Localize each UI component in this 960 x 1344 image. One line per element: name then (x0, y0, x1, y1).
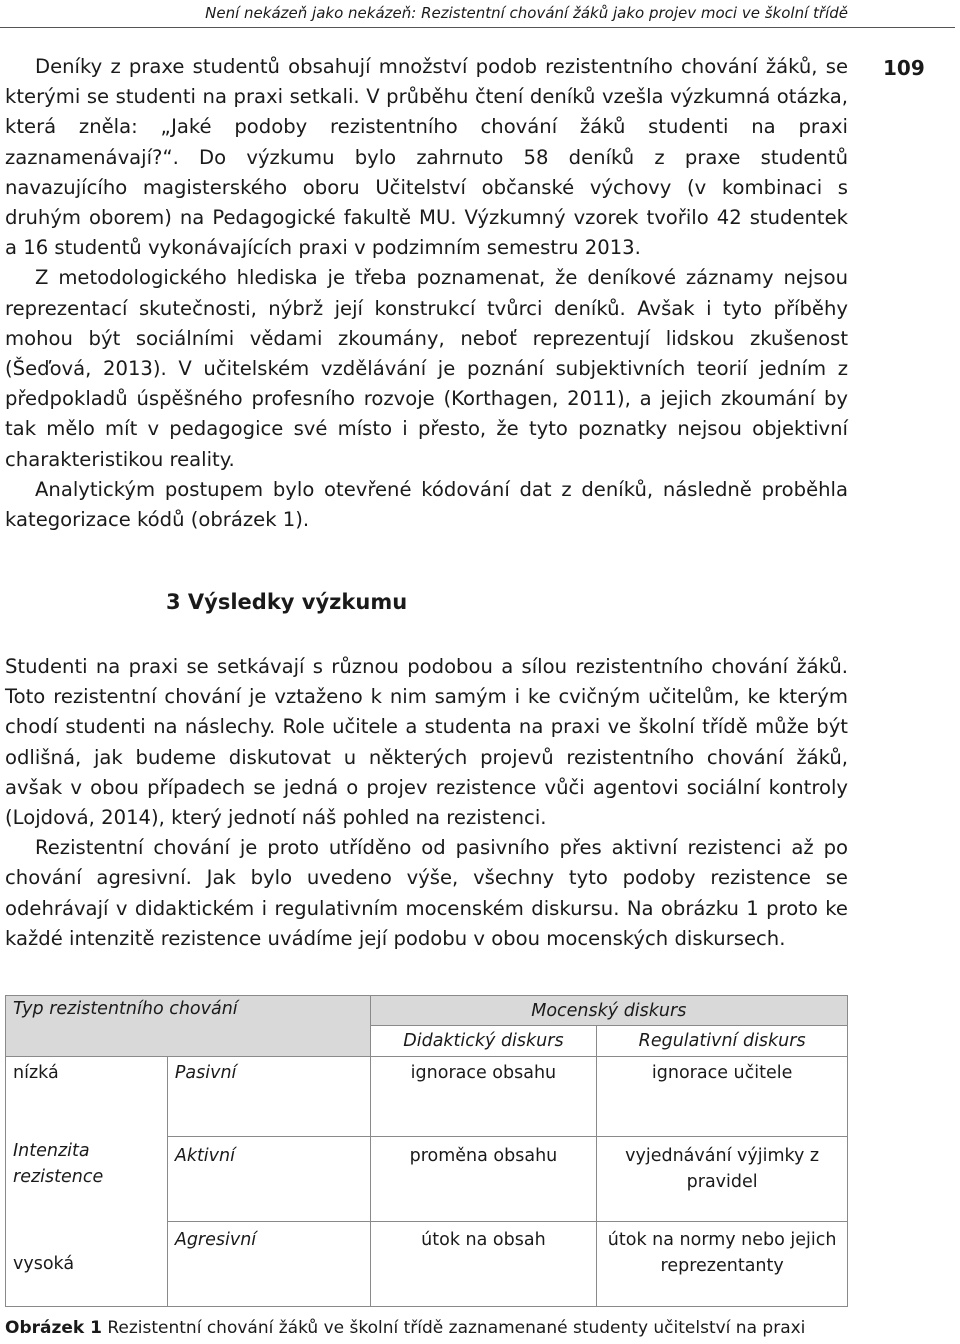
col-didactic: Didaktický diskurs (370, 1026, 597, 1057)
cell-didactic: útok na obsah (370, 1222, 597, 1307)
row-type: Aktivní (167, 1137, 370, 1222)
paragraph: Analytickým postupem bylo otevřené kódování dat z deníků, následně proběhla kategorizace kódů (obrázek 1). (5, 477, 848, 532)
cell-didactic: ignorace obsahu (370, 1057, 597, 1137)
running-head: Není nekázeň jako nekázeň: Rezistentní chování žáků jako projev moci ve školní třídě (205, 4, 848, 22)
header-discourse: Mocenský diskurs (370, 996, 847, 1026)
paragraph: Studenti na praxi se setkávají s různou podobou a sílou rezistentního chování žáků. Toto rezistentní chování je vztaženo k nim samým i ke cvičným učitelům, ke kterým chodí studenti na náslechy. Role učitele a studenta na praxi ve školní třídě může být odlišná, jak budeme diskutovat u některých projevů rezistentního chování žáků, avšak v obou případech se jedná o projev rezistence vůči agentovi sociální kontroly (Lojdová, 2014), který jednotí náš pohled na rezistenci. (5, 655, 848, 830)
paragraph: Rezistentní chování je proto utříděno od pasivního přes aktivní rezistenci až po chování agresivní. Jak bylo uvedeno výše, všechny tyto podoby rezistence se odehrávají v didaktickém i regulativním mocenském diskursu. Na obrázku 1 proto ke každé intenzitě rezistence uvádíme její podobu v obou mocenských diskursech. (5, 836, 848, 950)
cell-regulative: ignorace učitele (597, 1057, 848, 1137)
figure-caption (5, 1318, 805, 1338)
caption-text: Rezistentní chování žáků ve školní třídě zaznamenané studenty učitelství na praxi (107, 1318, 806, 1338)
cell-regulative: vyjednávání výjimky z pravidel (597, 1137, 848, 1222)
page-number: 109 (883, 56, 925, 80)
row-type: Pasivní (167, 1057, 370, 1137)
intensity-low: nízká (6, 1057, 168, 1137)
row-type: Agresivní (167, 1222, 370, 1307)
intensity-label: Intenzita rezistence (6, 1137, 168, 1222)
caption-label: Obrázek 1 (5, 1318, 102, 1338)
header-rule (0, 27, 955, 28)
resistance-table (5, 995, 848, 1307)
col-regulative: Regulativní diskurs (597, 1026, 848, 1057)
header-type: Typ rezistentního chování (6, 996, 371, 1057)
methods-text (5, 52, 848, 535)
cell-regulative: útok na normy nebo jejich reprezentanty (597, 1222, 848, 1307)
cell-didactic: proměna obsahu (370, 1137, 597, 1222)
paragraph: Deníky z praxe studentů obsahují množství podob rezistentního chování žáků, se kterými se studenti na praxi setkali. V průběhu čtení deníků vzešla výzkumná otázka, která zněla: „Jaké podoby rezistentního chování žáků studenti na praxi zaznamenávají?“. Do výzkumu bylo zahrnuto 58 deníků z praxe studentů navazujícího magisterského oboru Učitelství občanské výchovy (v kombinaci s druhým oborem) na Pedagogické fakultě MU. Výzkumný vzorek tvořilo 42 studentek a 16 studentů vykonávajících praxi v podzimním semestru 2013. (5, 55, 848, 260)
intensity-high: vysoká (6, 1222, 168, 1307)
paragraph: Z metodologického hlediska je třeba poznamenat, že deníkové záznamy nejsou reprezentací skutečnosti, nýbrž její konstrukcí tvůrci deníků. Avšak i tyto příběhy mohou být sociálními vědami zkoumány, neboť reprezentují lidskou zkušenost (Šeďová, 2013). V učitelském vzdělávání je poznání subjektivních teorií jedním z předpokladů úspěšného profesního rozvoje (Korthagen, 2011), a jejich zkoumání by tak mělo mít v pedagogice své místo i přesto, že tyto poznatky nejsou objektivní charakteristikou reality. (5, 266, 848, 471)
results-text (5, 652, 848, 954)
section-heading: 3 Výsledky výzkumu (166, 590, 408, 614)
